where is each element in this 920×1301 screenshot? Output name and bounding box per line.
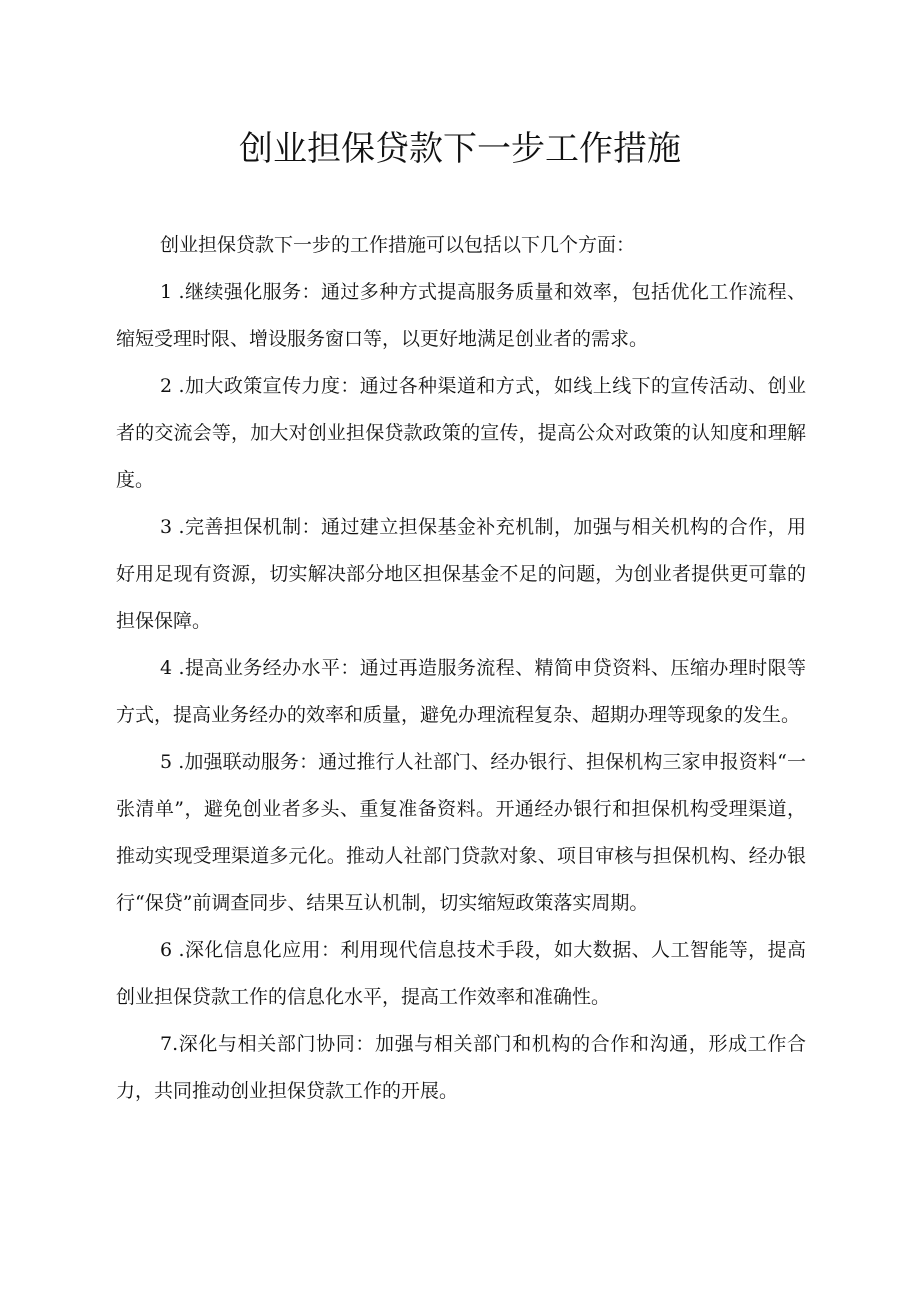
item-text: .加大政策宣传力度：通过各种渠道和方式，如线上线下的宣传活动、创业者的交流会等，加大对创业担保贷款政策的宣传，提高公众对政策的认知度和理解度。 (116, 375, 806, 491)
item-text: .完善担保机制：通过建立担保基金补充机制，加强与相关机构的合作，用好用足现有资源，切实解决部分地区担保基金不足的问题，为创业者提供更可靠的担保保障。 (116, 516, 806, 632)
item-text: .深化信息化应用：利用现代信息技术手段，如大数据、人工智能等，提高创业担保贷款工作的信息化水平，提高工作效率和准确性。 (116, 939, 806, 1008)
item-number: 4 (160, 657, 173, 679)
list-item (116, 269, 806, 363)
item-number: 6 (160, 939, 173, 961)
item-number: 7 (160, 1033, 173, 1055)
item-number: 3 (160, 516, 173, 538)
document-body (116, 222, 806, 1115)
item-number: 5 (160, 751, 173, 773)
item-text: .提高业务经办水平：通过再造服务流程、精简申贷资料、压缩办理时限等方式，提高业务经办的效率和质量，避免办理流程复杂、超期办理等现象的发生。 (116, 657, 806, 726)
item-text: .深化与相关部门协同：加强与相关部门和机构的合作和沟通，形成工作合力，共同推动创业担保贷款工作的开展。 (116, 1033, 806, 1102)
item-text: .继续强化服务：通过多种方式提高服务质量和效率，包括优化工作流程、缩短受理时限、增设服务窗口等，以更好地满足创业者的需求。 (116, 281, 806, 350)
list-item (116, 645, 806, 739)
list-item (116, 504, 806, 645)
item-text: .加强联动服务：通过推行人社部门、经办银行、担保机构三家申报资料“一张清单”，避免创业者多头、重复准备资料。开通经办银行和担保机构受理渠道，推动实现受理渠道多元化。推动人社部门贷款对象、项目审核与担保机构、经办银行“保贷”前调查同步、结果互认机制，切实缩短政策落实周期。 (116, 751, 806, 914)
item-number: 2 (160, 375, 173, 397)
list-item (116, 1021, 806, 1115)
item-number: 1 (160, 281, 173, 303)
list-item (116, 927, 806, 1021)
list-item (116, 363, 806, 504)
list-item (116, 739, 806, 927)
document-title: 创业担保贷款下一步工作措施 (239, 129, 681, 169)
intro-paragraph: 创业担保贷款下一步的工作措施可以包括以下几个方面： (160, 234, 636, 256)
